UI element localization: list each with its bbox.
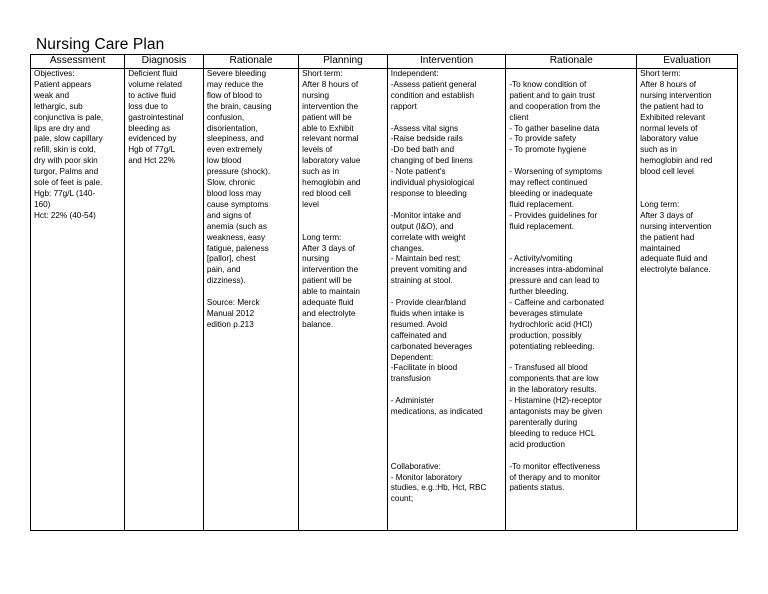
header-evaluation: Evaluation <box>637 55 738 69</box>
header-rationale-2: Rationale <box>506 55 637 69</box>
header-planning: Planning <box>299 55 388 69</box>
evaluation-text: Short term: After 8 hours of nursing intervention the patient had to Exhibited relevant normal levels of laboratory value such as in hemoglobin and red blood cell level Long term: After 3 days of nursing intervention the patient had maintained adequate fluid and electrolyte balance. <box>640 69 713 275</box>
rationale-2-cell <box>506 69 637 531</box>
planning-cell <box>299 69 388 531</box>
intervention-cell <box>387 69 506 531</box>
diagnosis-text: Deficient fluid volume related to active fluid loss due to gastrointestinal bleeding as evidenced by Hgb of 77g/L and Hct 22% <box>128 69 184 166</box>
table-row <box>31 69 738 531</box>
rationale-cell <box>203 69 298 531</box>
header-diagnosis: Diagnosis <box>125 55 204 69</box>
assessment-cell <box>31 69 125 531</box>
planning-text: Short term: After 8 hours of nursing intervention the patient will be able to Exhibit relevant normal levels of laboratory value such as in hemoglobin and red blood cell level Long term: After 3 days of nursing intervention the patient will be able to maintain adequate fluid and electrolyte balance. <box>302 69 361 329</box>
header-rationale: Rationale <box>203 55 298 69</box>
diagnosis-cell <box>125 69 204 531</box>
header-row <box>31 55 738 69</box>
rationale-2-text: -To know condition of patient and to gain trust and cooperation from the client - To gather baseline data - To provide safety - To promote hygiene - Worsening of symptoms may reflect continued bleeding or inadequate fluid replacement. - Provides guidelines for fluid replacement. - Activity/vomiting increases intra-abdominal pressure and can lead to further bleeding. - Caffeine and carbonated beverages stimulate hydrochloric acid (HCl) production, possibly potentiating rebleeding. - Transfused all blood components that are low in the laboratory results. - Histamine (H2)-receptor antagonists may be given parenterally during bleeding to reduce HCL acid production -To monitor effectiveness of therapy and to monitor patients status. <box>509 79 604 493</box>
care-plan-table <box>30 54 738 531</box>
assessment-text: Objectives: Patient appears weak and lethargic, sub conjunctiva is pale, lips are dry and pale, slow capillary refill, skin is cold, dry with poor skin turgor, Palms and sole of feet is pale. Hgb: 77g/L (140- 160) Hct: 22% (40-54) <box>34 69 104 220</box>
header-intervention: Intervention <box>387 55 506 69</box>
intervention-text: Independent: -Assess patient general condition and establish rapport -Assess vital signs -Raise bedside rails -Do bed bath and changing of bed linens - Note patient's individual physiological response to bleeding -Monitor intake and output (I&O), and correlate with weight changes. - Maintain bed rest; prevent vomiting and straining at stool. - Provide clear/bland fluids when intake is resumed. Avoid caffeinated and carbonated beverages Dependent: -Facilitate in blood transfusion - Administer medications, as indicated Collaborative: - Monitor laboratory studies, e.g.:Hb, Hct, RBC count; <box>390 69 487 504</box>
header-assessment: Assessment <box>31 55 125 69</box>
rationale-text: Severe bleeding may reduce the flow of blood to the brain, causing confusion, disorientation, sleepiness, and even extremely low blood pressure (shock). Slow, chronic blood loss may cause symptoms and signs of anemia (such as weakness, easy fatigue, paleness [pallor], chest pain, and dizziness). Source: Merck Manual 2012 edition p.213 <box>206 69 272 329</box>
page-title: Nursing Care Plan <box>36 36 165 53</box>
evaluation-cell <box>637 69 738 531</box>
